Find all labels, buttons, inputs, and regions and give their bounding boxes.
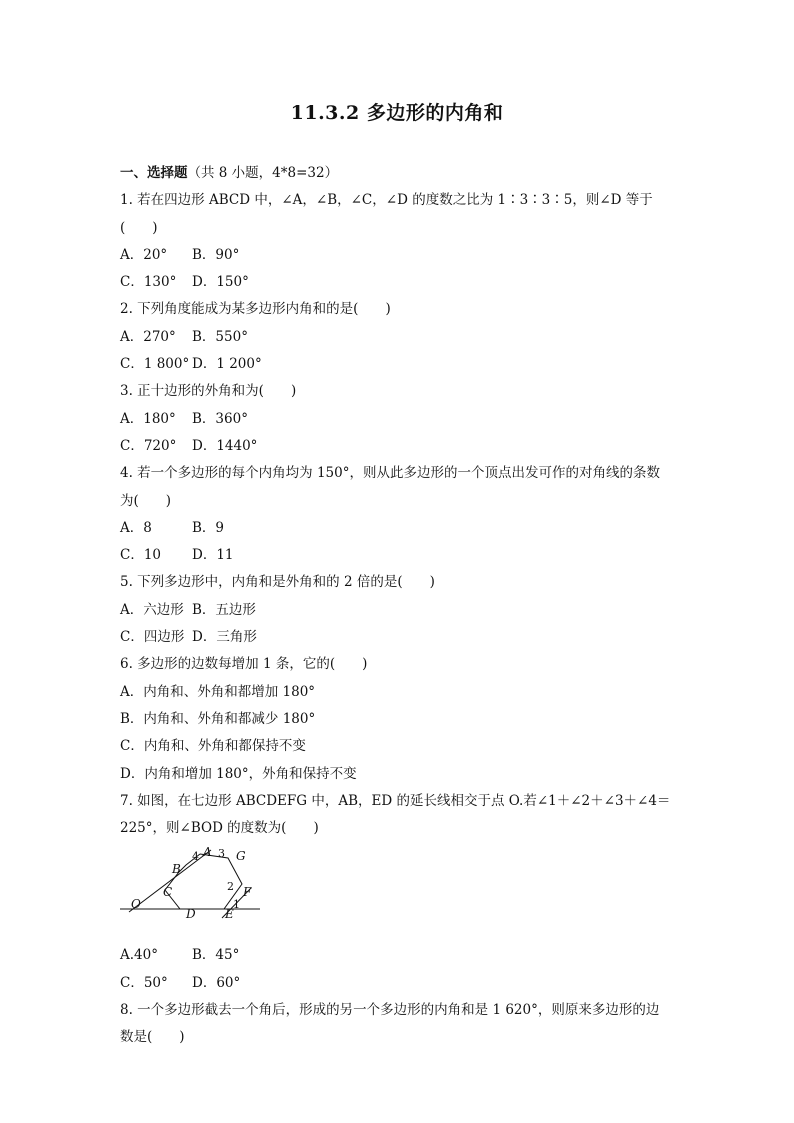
question-list <box>120 187 680 1051</box>
option-choice[interactable]: D．1440° <box>192 437 258 454</box>
question-stem-line: 5. 下列多边形中，内角和是外角和的 2 倍的是( ) <box>120 574 435 591</box>
option-choice[interactable]: B．五边形 <box>192 601 256 618</box>
page-title: 11.3.2 多边形的内角和 <box>290 102 504 124</box>
option-row <box>120 761 680 788</box>
option-choice[interactable]: C．四边形 <box>120 629 185 646</box>
option-choice[interactable]: A．180° <box>120 410 176 427</box>
option-choice[interactable]: A．270° <box>120 328 176 345</box>
option-choice[interactable]: D．150° <box>192 274 249 291</box>
question-stem-line: 为( ) <box>120 492 172 509</box>
vertex-label-c: C <box>163 885 173 900</box>
option-row <box>120 433 680 460</box>
vertex-label-f: F <box>243 885 252 900</box>
option-choice[interactable]: C．130° <box>120 274 177 291</box>
vertex-label-d: D <box>186 907 196 922</box>
question-7 <box>120 788 680 997</box>
question-stem-line: 6. 多边形的边数每增加 1 条，它的( ) <box>120 656 368 673</box>
question-stem-line: ( ) <box>120 219 158 236</box>
question-8 <box>120 997 680 1052</box>
option-choice[interactable]: B．550° <box>192 328 248 345</box>
question-4 <box>120 460 680 569</box>
option-choice[interactable]: B．45° <box>192 947 240 964</box>
question-stem-line: 7. 如图，在七边形 ABCDEFG 中，AB，ED 的延长线相交于点 O.若∠1＋∠2＋∠3＋∠4＝ <box>120 792 671 809</box>
option-row <box>120 242 680 269</box>
vertex-label-b: B <box>172 862 181 877</box>
option-row <box>120 269 680 296</box>
option-row <box>120 406 680 433</box>
option-row <box>120 515 680 542</box>
option-row <box>120 679 680 706</box>
option-choice[interactable]: B．内角和、外角和都减少 180° <box>120 710 316 727</box>
question-stem-line: 8. 一个多边形截去一个角后，形成的另一个多边形的内角和是 1 620°，则原来多边形的边 <box>120 1002 660 1019</box>
option-choice[interactable]: D．1 200° <box>192 356 262 373</box>
section-note: （共 8 小题，4*8=32） <box>187 165 339 181</box>
option-row <box>120 942 680 969</box>
angle-label-3: 3 <box>218 847 225 861</box>
angle-label-4: 4 <box>192 850 199 864</box>
section-heading <box>120 160 680 187</box>
option-row <box>120 970 680 997</box>
vertex-label-o: O <box>131 897 141 912</box>
question-stem-line: 3. 正十边形的外角和为( ) <box>120 383 297 400</box>
option-choice[interactable]: B．9 <box>192 519 225 536</box>
question-3 <box>120 378 680 460</box>
question-section <box>120 160 680 1052</box>
option-choice[interactable]: A．8 <box>120 519 152 536</box>
option-row <box>120 597 680 624</box>
option-choice[interactable]: A．内角和、外角和都增加 180° <box>120 683 316 700</box>
option-choice[interactable]: B．360° <box>192 410 248 427</box>
question-1 <box>120 187 680 296</box>
option-choice[interactable]: D．60° <box>192 974 241 991</box>
option-choice[interactable]: C．内角和、外角和都保持不变 <box>120 738 306 755</box>
option-choice[interactable]: C．720° <box>120 437 177 454</box>
option-choice[interactable]: C．50° <box>120 974 168 991</box>
option-choice[interactable]: D．内角和增加 180°，外角和保持不变 <box>120 765 357 782</box>
question-stem-line: 225°，则∠BOD 的度数为( ) <box>120 820 319 837</box>
option-row <box>120 706 680 733</box>
vertex-label-g: G <box>236 849 246 864</box>
heptagon-diagram <box>120 846 270 928</box>
angle-label-2: 2 <box>227 880 234 894</box>
question-stem-line: 2. 下列角度能成为某多边形内角和的是( ) <box>120 301 391 318</box>
question-5 <box>120 569 680 651</box>
option-choice[interactable]: C．10 <box>120 547 162 564</box>
option-row <box>120 733 680 760</box>
option-choice[interactable]: D．11 <box>192 547 234 564</box>
vertex-label-e: E <box>225 907 234 922</box>
option-row <box>120 324 680 351</box>
option-choice[interactable]: D．三角形 <box>192 629 257 646</box>
option-choice[interactable]: C．1 800° <box>120 356 190 373</box>
section-heading-text: 一、选择题 <box>120 165 188 181</box>
option-row <box>120 351 680 378</box>
question-stem-line: 数是( ) <box>120 1029 185 1046</box>
question-2 <box>120 296 680 378</box>
option-choice[interactable]: B．90° <box>192 246 240 263</box>
option-choice[interactable]: A．六边形 <box>120 601 184 618</box>
vertex-label-a: A <box>203 846 212 860</box>
option-row <box>120 624 680 651</box>
question-6 <box>120 651 680 787</box>
question-stem-line: 4. 若一个多边形的每个内角均为 150°，则从此多边形的一个顶点出发可作的对角线的条数 <box>120 465 660 482</box>
option-choice[interactable]: A.40° <box>120 947 158 964</box>
angle-label-1: 1 <box>233 898 240 912</box>
option-choice[interactable]: A．20° <box>120 246 168 263</box>
option-row <box>120 542 680 569</box>
heptagon-figure <box>120 842 680 942</box>
question-stem-line: 1. 若在四边形 ABCD 中，∠A，∠B，∠C，∠D 的度数之比为 1∶3∶3∶5，则∠D 等于 <box>120 192 653 209</box>
